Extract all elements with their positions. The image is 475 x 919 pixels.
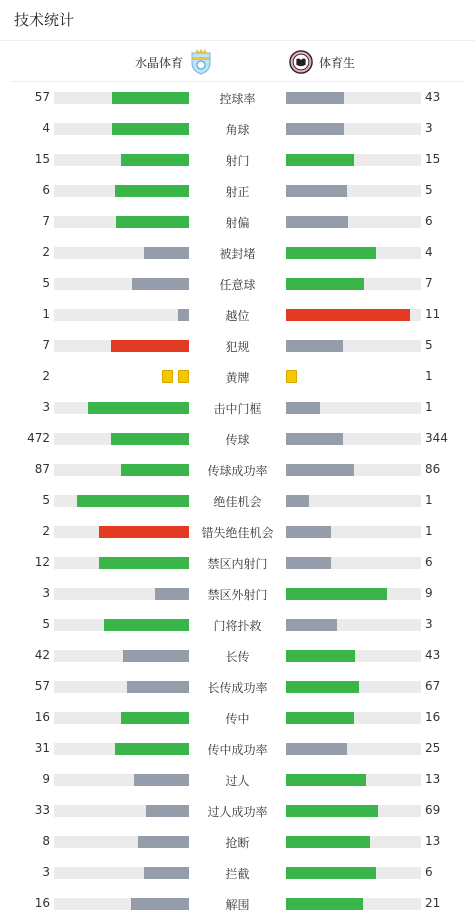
home-stat-value: 33 [34, 803, 50, 817]
away-bar-track [286, 402, 421, 414]
home-bar-track [54, 681, 189, 693]
yellow-card-icon [178, 370, 189, 383]
stat-label: 长传成功率 [207, 681, 268, 695]
page-title: 技术统计 [14, 11, 75, 29]
stat-label: 抢断 [225, 836, 250, 850]
away-bar-fill [286, 154, 354, 166]
stat-label: 传中 [225, 712, 250, 726]
stat-row [0, 857, 475, 888]
home-stat-value: 5 [42, 617, 50, 631]
home-bar-fill [88, 402, 189, 414]
away-bar-fill [286, 433, 343, 445]
home-bar-fill [112, 123, 189, 135]
home-team-crest-icon [189, 49, 213, 75]
home-yellow-cards [162, 370, 189, 383]
stat-row [0, 733, 475, 764]
home-stat-value: 472 [27, 431, 50, 445]
home-stat-value: 7 [42, 214, 50, 228]
away-bar-track [286, 526, 421, 538]
home-bar-track [54, 278, 189, 290]
away-stat-value: 13 [425, 772, 441, 786]
home-bar-track [54, 526, 189, 538]
stat-label: 越位 [225, 309, 250, 323]
stat-label: 黄牌 [225, 371, 250, 385]
stat-row [0, 82, 475, 113]
home-bar-track [54, 743, 189, 755]
away-bar-track [286, 340, 421, 352]
away-bar-track [286, 557, 421, 569]
away-stat-value: 5 [425, 338, 433, 352]
away-bar-track [286, 774, 421, 786]
away-stat-value: 86 [425, 462, 441, 476]
home-stat-value: 3 [42, 400, 50, 414]
stat-row [0, 392, 475, 423]
home-bar-fill [134, 774, 189, 786]
stat-row [0, 454, 475, 485]
home-bar-track [54, 495, 189, 507]
home-stat-value: 15 [34, 152, 50, 166]
yellow-card-icon [162, 370, 173, 383]
home-stat-value: 57 [34, 679, 50, 693]
away-bar-track [286, 216, 421, 228]
stat-row [0, 888, 475, 919]
stat-row [0, 702, 475, 733]
home-bar-fill [132, 278, 189, 290]
away-bar-fill [286, 619, 337, 631]
stat-label: 禁区外射门 [207, 588, 268, 602]
home-bar-track [54, 774, 189, 786]
stat-label: 传球成功率 [207, 464, 268, 478]
home-bar-fill [115, 743, 189, 755]
stat-row [0, 578, 475, 609]
stat-label: 被封堵 [219, 247, 256, 261]
away-stat-value: 9 [425, 586, 433, 600]
away-stat-value: 69 [425, 803, 441, 817]
home-bar-fill [178, 309, 189, 321]
away-stat-value: 15 [425, 152, 441, 166]
stat-row [0, 764, 475, 795]
home-bar-track [54, 123, 189, 135]
away-stat-value: 5 [425, 183, 433, 197]
home-bar-track [54, 588, 189, 600]
away-bar-track [286, 278, 421, 290]
away-bar-fill [286, 588, 387, 600]
stat-label: 过人成功率 [207, 805, 268, 819]
away-bar-fill [286, 836, 370, 848]
away-yellow-cards [286, 370, 297, 383]
away-bar-fill [286, 898, 363, 910]
stat-row [0, 609, 475, 640]
home-bar-track [54, 340, 189, 352]
home-stat-value: 5 [42, 493, 50, 507]
away-bar-track [286, 712, 421, 724]
yellow-card-icon [286, 370, 297, 383]
away-bar-fill [286, 278, 364, 290]
away-stat-value: 67 [425, 679, 441, 693]
home-stat-value: 5 [42, 276, 50, 290]
stat-row [0, 268, 475, 299]
away-bar-track [286, 464, 421, 476]
away-stat-value: 16 [425, 710, 441, 724]
stat-label: 过人 [225, 774, 250, 788]
home-stat-value: 2 [42, 369, 50, 383]
home-bar-track [54, 836, 189, 848]
away-stat-value: 1 [425, 400, 433, 414]
stat-label: 禁区内射门 [207, 557, 268, 571]
home-stat-value: 4 [42, 121, 50, 135]
away-stat-value: 344 [425, 431, 448, 445]
home-stat-value: 1 [42, 307, 50, 321]
home-bar-fill [115, 185, 189, 197]
stat-row [0, 299, 475, 330]
away-team-name: 体育生 [319, 55, 356, 70]
away-stat-value: 6 [425, 865, 433, 879]
away-stat-value: 6 [425, 555, 433, 569]
home-stat-value: 6 [42, 183, 50, 197]
home-stat-value: 9 [42, 772, 50, 786]
stat-label: 传球 [225, 433, 250, 447]
home-bar-fill [127, 681, 189, 693]
away-bar-fill [286, 867, 376, 879]
home-bar-track [54, 309, 189, 321]
home-stat-value: 8 [42, 834, 50, 848]
home-stat-value: 57 [34, 90, 50, 104]
stat-label: 射偏 [225, 216, 250, 230]
stat-row [0, 795, 475, 826]
home-stat-value: 2 [42, 245, 50, 259]
stat-label: 解围 [225, 898, 250, 912]
stat-row [0, 361, 475, 392]
home-stat-value: 2 [42, 524, 50, 538]
stat-label: 控球率 [219, 92, 256, 106]
away-stat-value: 3 [425, 121, 433, 135]
stat-row [0, 330, 475, 361]
stat-label: 射正 [225, 185, 250, 199]
away-bar-fill [286, 402, 320, 414]
away-bar-fill [286, 805, 378, 817]
away-bar-fill [286, 464, 354, 476]
stat-row [0, 237, 475, 268]
away-bar-track [286, 433, 421, 445]
home-team-name: 水晶体育 [134, 55, 183, 70]
home-bar-fill [123, 650, 189, 662]
away-bar-track [286, 805, 421, 817]
home-bar-track [54, 650, 189, 662]
home-bar-track [54, 402, 189, 414]
home-bar-track [54, 216, 189, 228]
home-bar-fill [112, 92, 189, 104]
away-bar-fill [286, 92, 344, 104]
home-bar-fill [111, 433, 189, 445]
stat-row [0, 423, 475, 454]
away-team[interactable] [289, 49, 355, 75]
stat-row [0, 671, 475, 702]
home-stat-value: 16 [34, 896, 50, 910]
stat-label: 拦截 [225, 867, 250, 881]
away-bar-fill [286, 495, 309, 507]
away-stat-value: 3 [425, 617, 433, 631]
home-bar-track [54, 867, 189, 879]
away-stat-value: 21 [425, 896, 441, 910]
stat-row [0, 547, 475, 578]
home-stat-value: 87 [34, 462, 50, 476]
home-bar-fill [121, 712, 189, 724]
home-bar-track [54, 619, 189, 631]
home-bar-fill [121, 154, 189, 166]
away-bar-track [286, 123, 421, 135]
stat-row [0, 175, 475, 206]
away-bar-fill [286, 774, 366, 786]
away-stat-value: 4 [425, 245, 433, 259]
home-team[interactable] [135, 49, 213, 75]
home-bar-track [54, 433, 189, 445]
away-bar-fill [286, 216, 348, 228]
stat-row [0, 640, 475, 671]
stat-label: 绝佳机会 [213, 495, 262, 509]
away-bar-track [286, 867, 421, 879]
stat-label: 射门 [225, 154, 250, 168]
away-stat-value: 7 [425, 276, 433, 290]
home-stat-value: 16 [34, 710, 50, 724]
teams-row [10, 41, 465, 82]
home-bar-track [54, 464, 189, 476]
home-bar-fill [116, 216, 189, 228]
away-bar-track [286, 154, 421, 166]
away-stat-value: 1 [425, 524, 433, 538]
away-bar-fill [286, 681, 359, 693]
home-bar-fill [144, 247, 189, 259]
away-stat-value: 43 [425, 90, 441, 104]
home-bar-track [54, 805, 189, 817]
away-bar-fill [286, 340, 343, 352]
away-bar-track [286, 309, 421, 321]
home-bar-fill [146, 805, 189, 817]
away-bar-track [286, 898, 421, 910]
home-bar-fill [104, 619, 189, 631]
away-bar-fill [286, 309, 410, 321]
away-bar-track [286, 681, 421, 693]
home-stat-value: 3 [42, 586, 50, 600]
home-bar-fill [121, 464, 189, 476]
away-bar-fill [286, 650, 355, 662]
home-stat-value: 12 [34, 555, 50, 569]
stat-row [0, 206, 475, 237]
away-stat-value: 6 [425, 214, 433, 228]
home-bar-track [54, 247, 189, 259]
away-team-crest-icon [289, 49, 313, 75]
away-bar-fill [286, 123, 344, 135]
stat-row [0, 144, 475, 175]
away-bar-fill [286, 743, 347, 755]
home-bar-fill [99, 557, 189, 569]
away-bar-fill [286, 247, 376, 259]
away-bar-track [286, 92, 421, 104]
away-bar-fill [286, 526, 331, 538]
home-stat-value: 42 [34, 648, 50, 662]
away-bar-track [286, 743, 421, 755]
away-bar-track [286, 185, 421, 197]
home-stat-value: 7 [42, 338, 50, 352]
home-stat-value: 3 [42, 865, 50, 879]
home-bar-track [54, 185, 189, 197]
home-bar-fill [155, 588, 189, 600]
home-bar-track [54, 712, 189, 724]
home-bar-fill [111, 340, 189, 352]
away-stat-value: 25 [425, 741, 441, 755]
home-bar-fill [144, 867, 189, 879]
stat-label: 传中成功率 [207, 743, 268, 757]
away-bar-track [286, 495, 421, 507]
away-stat-value: 1 [425, 493, 433, 507]
home-bar-track [54, 557, 189, 569]
away-bar-fill [286, 712, 354, 724]
stat-label: 角球 [225, 123, 250, 137]
stat-row [0, 516, 475, 547]
stat-row [0, 485, 475, 516]
away-stat-value: 1 [425, 369, 433, 383]
away-bar-track [286, 650, 421, 662]
home-bar-track [54, 92, 189, 104]
away-bar-fill [286, 185, 347, 197]
home-bar-fill [99, 526, 189, 538]
home-bar-fill [77, 495, 189, 507]
home-stat-value: 31 [34, 741, 50, 755]
away-stat-value: 11 [425, 307, 441, 321]
away-stat-value: 43 [425, 648, 441, 662]
away-bar-fill [286, 557, 331, 569]
home-bar-fill [138, 836, 189, 848]
stat-label: 长传 [225, 650, 250, 664]
stat-label: 犯规 [225, 340, 250, 354]
away-bar-track [286, 619, 421, 631]
home-bar-fill [131, 898, 189, 910]
stat-label: 门将扑救 [213, 619, 262, 633]
home-bar-track [54, 154, 189, 166]
away-stat-value: 13 [425, 834, 441, 848]
away-bar-track [286, 836, 421, 848]
stat-row [0, 113, 475, 144]
stat-label: 错失绝佳机会 [201, 526, 274, 540]
home-bar-track [54, 898, 189, 910]
stat-row [0, 826, 475, 857]
stat-label: 任意球 [219, 278, 256, 292]
away-bar-track [286, 247, 421, 259]
away-bar-track [286, 588, 421, 600]
stats-header [0, 0, 475, 41]
stat-label: 击中门框 [213, 402, 262, 416]
